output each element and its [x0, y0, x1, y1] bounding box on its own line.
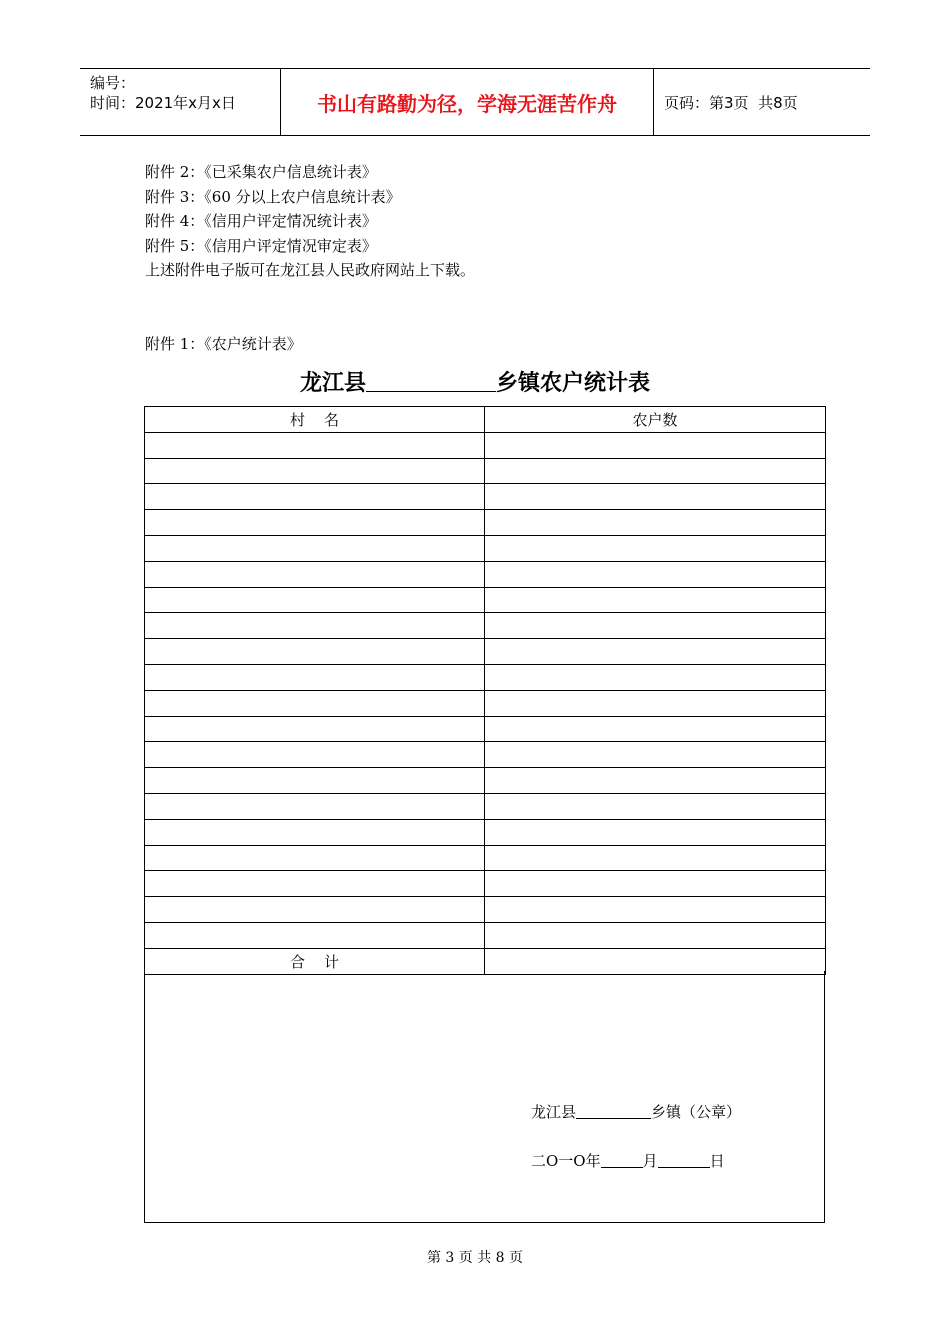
table-row — [145, 561, 826, 587]
households-cell[interactable] — [485, 845, 826, 871]
households-cell[interactable] — [485, 664, 826, 690]
table-row — [145, 819, 826, 845]
village-cell[interactable] — [145, 535, 485, 561]
households-cell[interactable] — [485, 690, 826, 716]
attachment-item: 附件 2：《已采集农户信息统计表》 — [145, 163, 377, 181]
village-cell[interactable] — [145, 922, 485, 948]
households-cell[interactable] — [485, 922, 826, 948]
attachment-item: 附件 5：《信用户评定情况审定表》 — [145, 236, 377, 255]
table-row — [145, 458, 826, 484]
table-row — [145, 922, 826, 948]
village-cell[interactable] — [145, 664, 485, 690]
village-cell[interactable] — [145, 561, 485, 587]
date-line — [531, 1150, 725, 1171]
table-row — [145, 871, 826, 897]
header-motto: 书山有路勤为径，学海无涯苦作舟 — [281, 69, 654, 135]
date-year: 二O一O年 — [531, 1152, 601, 1170]
households-cell[interactable] — [485, 458, 826, 484]
village-cell[interactable] — [145, 587, 485, 613]
table-row — [145, 716, 826, 742]
village-cell[interactable] — [145, 768, 485, 794]
village-cell[interactable] — [145, 716, 485, 742]
table-title-prefix: 龙江县 — [299, 371, 366, 396]
header-page-label: 页码：第3页 共8页 — [664, 93, 798, 112]
table-title-suffix: 乡镇农户统计表 — [496, 371, 651, 396]
header-meta — [80, 69, 281, 135]
household-table — [144, 406, 826, 975]
village-cell[interactable] — [145, 742, 485, 768]
village-cell[interactable] — [145, 613, 485, 639]
village-cell[interactable] — [145, 793, 485, 819]
table-row — [145, 793, 826, 819]
seal-line — [531, 1101, 741, 1122]
table-row — [145, 535, 826, 561]
village-cell[interactable] — [145, 510, 485, 536]
table-row — [145, 664, 826, 690]
table-row — [145, 432, 826, 458]
column-header-households: 农户数 — [485, 407, 826, 433]
households-cell[interactable] — [485, 742, 826, 768]
table-row — [145, 768, 826, 794]
page-header — [80, 68, 870, 136]
households-cell[interactable] — [485, 716, 826, 742]
town-name-blank[interactable] — [576, 1102, 651, 1119]
page-footer: 第 3 页 共 8 页 — [426, 1250, 524, 1266]
column-header-village: 村 名 — [145, 407, 485, 433]
table-title — [0, 366, 950, 397]
table-row — [145, 587, 826, 613]
table-row — [145, 897, 826, 923]
households-cell[interactable] — [485, 432, 826, 458]
households-cell[interactable] — [485, 897, 826, 923]
attachment-item: 附件 4：《信用户评定情况统计表》 — [145, 212, 377, 230]
households-cell[interactable] — [485, 768, 826, 794]
date-month: 月 — [642, 1152, 658, 1170]
header-number: 编号： — [90, 74, 136, 92]
total-label: 合 计 — [145, 948, 485, 974]
village-cell[interactable] — [145, 819, 485, 845]
table-row — [145, 690, 826, 716]
town-blank-field[interactable] — [366, 369, 496, 392]
table-row — [145, 484, 826, 510]
attachment-1-label: 附件 1：《农户统计表》 — [145, 335, 302, 353]
download-note: 上述附件电子版可在龙江县人民政府网站上下载。 — [145, 261, 476, 279]
households-cell[interactable] — [485, 510, 826, 536]
village-cell[interactable] — [145, 458, 485, 484]
village-cell[interactable] — [145, 690, 485, 716]
households-cell[interactable] — [485, 639, 826, 665]
table-row — [145, 510, 826, 536]
village-cell[interactable] — [145, 432, 485, 458]
table-header-row — [145, 407, 826, 433]
households-cell[interactable] — [485, 613, 826, 639]
seal-town: 乡镇（公章） — [651, 1103, 742, 1121]
households-cell[interactable] — [485, 484, 826, 510]
table-row — [145, 742, 826, 768]
attachment-item: 附件 3：《60 分以上农户信息统计表》 — [145, 187, 401, 206]
month-blank[interactable] — [601, 1151, 643, 1168]
village-cell[interactable] — [145, 845, 485, 871]
header-page — [654, 69, 870, 135]
households-cell[interactable] — [485, 587, 826, 613]
date-day: 日 — [709, 1152, 725, 1170]
village-cell[interactable] — [145, 639, 485, 665]
households-cell[interactable] — [485, 561, 826, 587]
households-cell[interactable] — [485, 819, 826, 845]
village-cell[interactable] — [145, 484, 485, 510]
households-cell[interactable] — [485, 793, 826, 819]
households-cell[interactable] — [485, 871, 826, 897]
village-cell[interactable] — [145, 871, 485, 897]
day-blank[interactable] — [658, 1151, 710, 1168]
header-time: 时间：2021年x月x日 — [90, 94, 236, 112]
seal-county: 龙江县 — [531, 1103, 577, 1121]
table-row — [145, 639, 826, 665]
seal-section — [144, 971, 825, 1223]
table-row — [145, 613, 826, 639]
village-cell[interactable] — [145, 897, 485, 923]
households-cell[interactable] — [485, 535, 826, 561]
attachment-list — [145, 160, 475, 283]
table-row — [145, 845, 826, 871]
